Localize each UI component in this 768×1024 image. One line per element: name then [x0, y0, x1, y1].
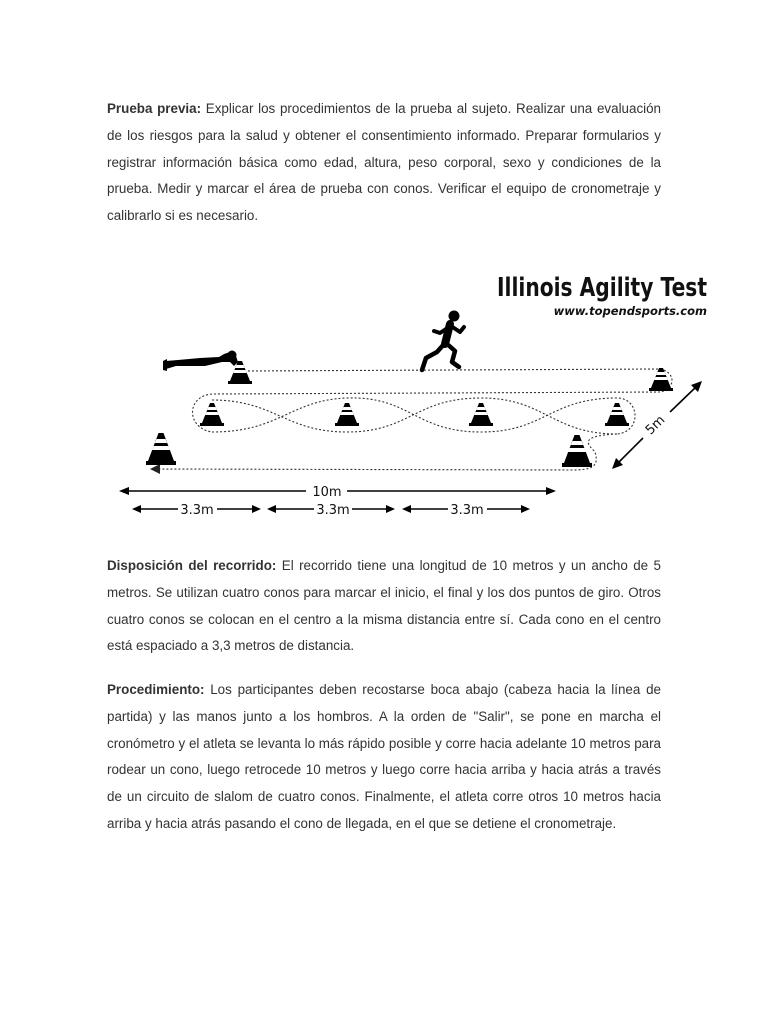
paragraph-prueba-previa — [107, 96, 661, 230]
cone-center-1-icon — [200, 403, 224, 426]
paragraph-disposicion — [107, 553, 661, 660]
athlete-lying-icon — [163, 351, 238, 372]
cone-finish-icon — [146, 433, 176, 465]
paragraph-label: Disposición del recorrido: — [107, 558, 277, 573]
segment-label: 3.3m — [450, 503, 484, 518]
cone-center-2-icon — [335, 403, 359, 426]
cone-turn-near-icon — [562, 435, 592, 467]
paragraph-text: Los participantes deben recostarse boca abajo (cabeza hacia la línea de partida) y las manos junto a los hombros. A la orden de "Salir", se pone en marcha el cronómetro y el atleta se levanta lo más rápido posible y corre hacia adelante 10 metros para rodear un cono, luego retrocede 10 metros y luego corre hacia arriba y hacia atrás a través de un circuito de slalom de cuatro conos. Finalmente, el atleta corre otros 10 metros hacia arriba y hacia atrás pasando el cono de llegada, en el que se detiene el cronometraje. — [107, 682, 661, 831]
cone-center-4-icon — [605, 403, 629, 426]
segment-label: 3.3m — [316, 503, 350, 518]
figure-title: Illinois Agility Test — [497, 273, 707, 303]
paragraph-label: Prueba previa: — [107, 101, 202, 116]
width-label: 5m — [642, 412, 669, 439]
cone-start-icon — [228, 361, 252, 384]
cone-turn-far-icon — [649, 368, 673, 391]
figure-source: www.topendsports.com — [553, 304, 707, 318]
paragraph-text: El recorrido tiene una longitud de 10 metros y un ancho de 5 metros. Se utilizan cuatro conos para marcar el inicio, el final y los dos puntos de giro. Otros cuatro conos se colocan en el centro a la misma distancia entre sí. Cada cono en el centro está espaciado a 3,3 metros de distancia. — [107, 558, 661, 654]
length-label: 10m — [312, 485, 342, 500]
paragraph-procedimiento — [107, 677, 661, 838]
athlete-running-icon — [422, 311, 464, 371]
segment-label: 3.3m — [180, 503, 214, 518]
illinois-agility-diagram — [115, 262, 715, 524]
cone-center-3-icon — [469, 403, 493, 426]
finish-arrowhead — [150, 464, 160, 474]
paragraph-text: Explicar los procedimientos de la prueba al sujeto. Realizar una evaluación de los riesgos para la salud y obtener el consentimiento informado. Preparar formularios y registrar información básica como edad, altura, peso corporal, sexo y condiciones de la prueba. Medir y marcar el área de prueba con conos. Verificar el equipo de cronometraje y calibrarlo si es necesario. — [107, 101, 662, 224]
paragraph-label: Procedimiento: — [107, 682, 205, 697]
running-path — [158, 369, 672, 470]
